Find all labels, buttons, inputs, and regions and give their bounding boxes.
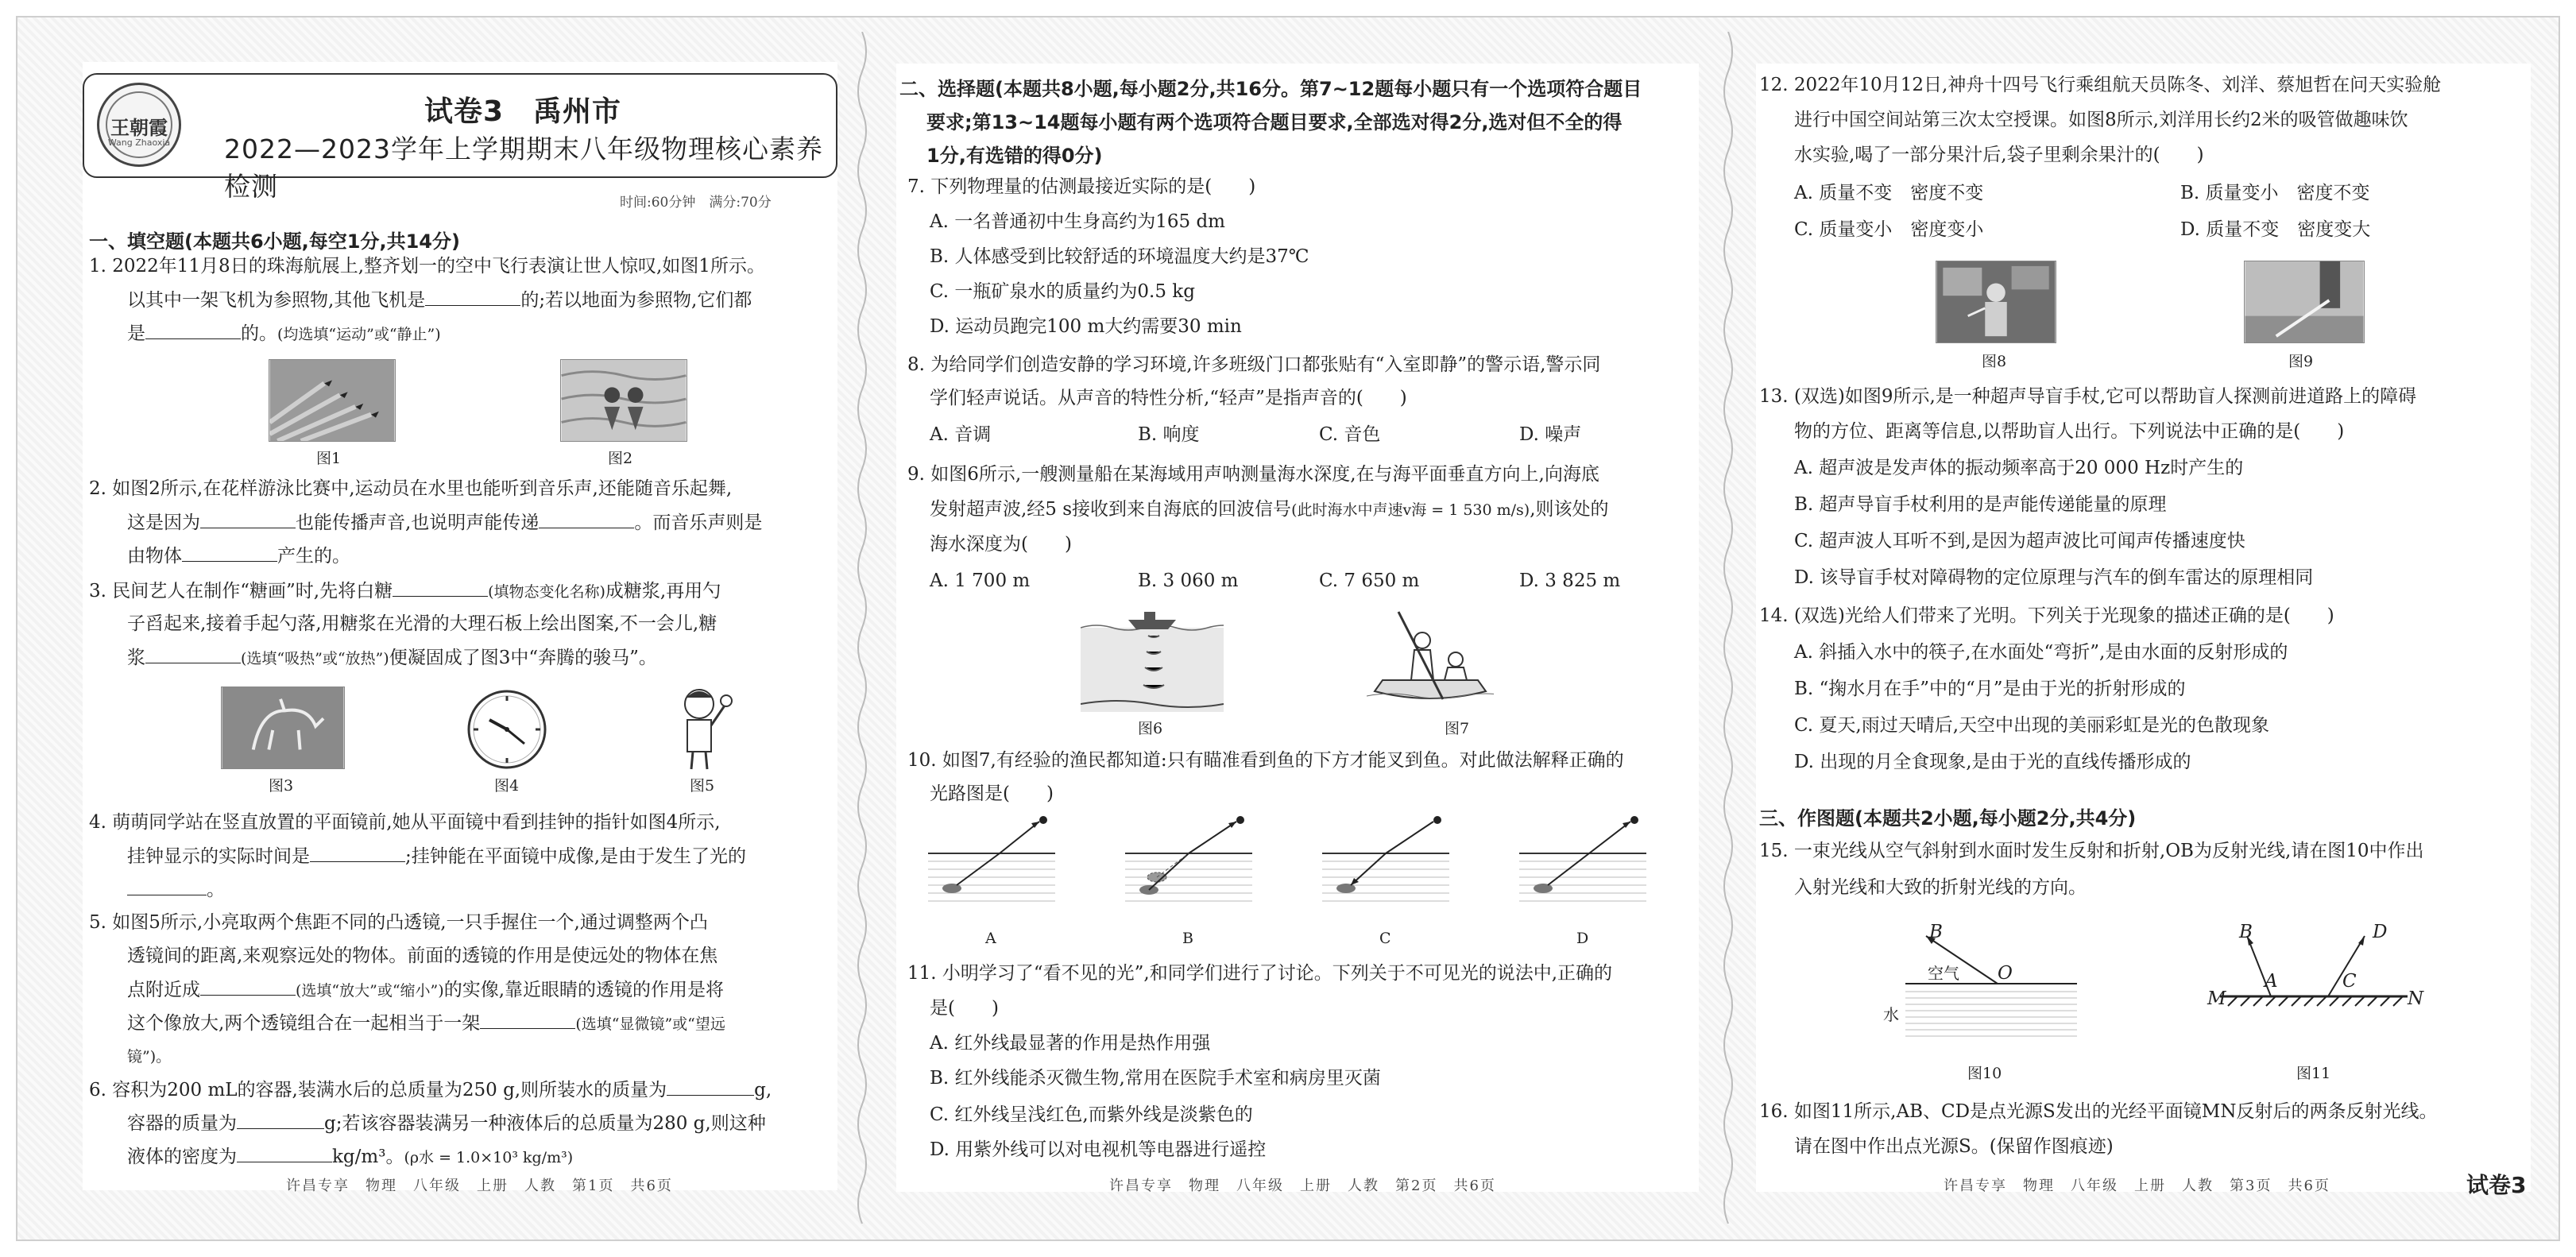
q2-line1: 2. 如图2所示,在花样游泳比赛中,运动员在水里也能听到音乐声,还能随音乐起舞, [89,478,733,499]
fig10-label-air: 空气 [1928,964,1959,983]
q9-line3: 海水深度为( ) [930,534,1072,555]
q11-line2: 是( ) [930,998,999,1019]
q6-line3: 液体的密度为 kg/m³。(ρ水 = 1.0×10³ kg/m³) [127,1144,573,1170]
answer-blank[interactable] [200,977,296,996]
q3-line3: 浆 (选填“吸热”或“放热”)便凝固成了图3中“奔腾的骏马”。 [127,645,657,671]
section-2-heading-line3: 1分,有选错的得0分) [926,145,1103,167]
q8-option-b: B. 响度 [1138,424,1200,445]
q6-line2: 容器的质量为 g;若该容器装满另一种液体后的总质量为280 g,则这种 [127,1111,766,1135]
q2-line3: 由物体 产生的。 [127,543,350,568]
q7-option-b: B. 人体感受到比较舒适的环境温度大约是37℃ [930,246,1309,267]
q7-option-d: D. 运动员跑完100 m大约需要30 min [930,316,1242,337]
q5-line5: 镜”)。 [127,1048,172,1066]
q8-line1: 8. 为给同学们创造安静的学习环境,许多班级门口都张贴有“入室即静”的警示语,警示同 [907,354,1601,375]
section-2-heading-line1: 二、选择题(本题共8小题,每小题2分,共16分。第7~12题每小题只有一个选项符合题目 [899,78,1642,100]
column-divider-2 [1716,32,1740,1224]
q11-option-a: A. 红外线最显著的作用是热作用强 [930,1033,1211,1054]
q10-line2: 光路图是( ) [930,783,1054,804]
q9-option-d: D. 3 825 m [1519,570,1621,591]
q14-option-c: C. 夏天,雨过天晴后,天空中出现的美丽彩虹是光的色散现象 [1794,715,2270,736]
q12-option-a: A. 质量不变 密度不变 [1794,183,1984,203]
q10-line1: 10. 如图7,有经验的渔民都知道:只有瞄准看到鱼的下方才能叉到鱼。对此做法解释正确的 [907,750,1624,771]
fig6-caption: 图6 [1138,720,1163,737]
q5-line2: 透镜间的距离,来观察远处的物体。前面的透镜的作用是使远处的物体在焦 [127,946,718,966]
answer-blank[interactable] [145,645,241,663]
q4-line1: 4. 萌萌同学站在竖直放置的平面镜前,她从平面镜中看到挂钟的指针如图4所示, [89,812,721,833]
q13-option-d: D. 该导盲手杖对障碍物的定位原理与汽车的倒车雷达的原理相同 [1794,567,2314,588]
fig10-caption: 图10 [1967,1065,2002,1082]
q12-option-c: C. 质量变小 密度变小 [1794,219,1984,240]
fig11-label-d: D [2373,922,2388,942]
q8-option-c: C. 音色 [1319,424,1381,445]
fig6-sonar-ship-image [1081,612,1224,712]
q13-line1: 13. (双选)如图9所示,是一种超声导盲手杖,它可以帮助盲人探测前进道路上的障碍 [1759,386,2417,407]
q10-option-label: D [1576,930,1589,947]
q16-line1: 16. 如图11所示,AB、CD是点光源S发出的光经平面镜MN反射后的两条反射光线。 [1759,1101,2438,1122]
title-box [83,73,837,202]
column-divider-1 [850,32,874,1224]
fig3-caption: 图3 [269,777,294,795]
q8-option-d: D. 噪声 [1519,424,1582,445]
paper-number: 试卷3 [2466,1172,2527,1198]
fig4-clock-image [466,688,548,771]
q12-line3: 水实验,喝了一部分果汁后,袋子里剩余果汁的( ) [1794,145,2204,165]
q11-line1: 11. 小明学习了“看不见的光”,和同学们进行了讨论。下列关于不可见光的说法中,正确的 [907,963,1613,984]
q11-option-c: C. 红外线呈浅红色,而紫外线是淡紫色的 [930,1104,1253,1125]
q16-line2: 请在图中作出点光源S。(保留作图痕迹) [1794,1136,2114,1157]
q15-line2: 入射光线和大致的折射光线的方向。 [1794,877,2087,898]
answer-blank[interactable] [393,578,488,597]
fig11-caption: 图11 [2296,1065,2331,1082]
answer-blank[interactable] [237,1111,324,1129]
fig9-guide-cane-image [2244,261,2365,343]
fig10-label-o: O [1998,963,2013,984]
q3-line1: 3. 民间艺人在制作“糖画”时,先将白糖 (填物态变化名称)成糖浆,再用勺 [89,578,721,604]
logo-subtext: Wang Zhaoxia [107,137,171,148]
q6-line1: 6. 容积为200 mL的容器,装满水后的总质量为250 g,则所装水的质量为 g, [89,1077,772,1102]
answer-blank[interactable] [237,1144,332,1162]
q11-option-b: B. 红外线能杀灭微生物,常用在医院手术室和病房里灭菌 [930,1068,1381,1089]
fig3-sugar-horse-image [221,687,345,769]
q10-option-label: A [985,930,996,947]
brand-logo [97,83,181,167]
fig11-label-c: C [2342,971,2357,992]
q5-line1: 5. 如图5所示,小亮取两个焦距不同的凸透镜,一只手握住一个,通过调整两个凸 [89,912,708,933]
fig8-space-lesson-image [1936,261,2056,343]
q10-option-label: B [1182,930,1193,947]
footer-page-1: 许昌专享 物理 八年级 上册 人教 第1页 共6页 [286,1178,673,1194]
q10-diagram-d[interactable] [1519,814,1646,917]
q4-line3: 。 [127,877,225,902]
q10-diagram-a[interactable] [928,814,1055,917]
q3-line2: 子舀起来,接着手起勺落,用糖浆在光滑的大理石板上绘出图案,不一会儿,糖 [127,613,717,634]
q10-diagram-b[interactable] [1125,814,1252,917]
q7-stem: 7. 下列物理量的估测最接近实际的是( ) [907,176,1256,197]
q13-option-c: C. 超声波人耳听不到,是因为超声波比可闻声传播速度快 [1794,531,2245,551]
q5-line4: 这个像放大,两个透镜组合在一起相当于一架 (选填“显微镜”或“望远 [127,1011,725,1036]
q1-line1: 1. 2022年11月8日的珠海航展上,整齐划一的空中飞行表演让世人惊叹,如图1所示。 [89,256,765,277]
fig11-label-n: N [2408,988,2424,1009]
q2-line2: 这是因为 也能传播声音,也说明声能传递 。而音乐声则是 [127,510,762,535]
q12-option-b: B. 质量变小 密度不变 [2180,183,2370,203]
section-2-heading-line2: 要求;第13~14题每小题有两个选项符合题目要求,全部选对得2分,选对但不全的得 [926,111,1623,133]
q9-option-c: C. 7 650 m [1319,570,1420,591]
q13-line2: 物的方位、距离等信息,以帮助盲人出行。下列说法中正确的是( ) [1794,421,2345,442]
fig11-label-b: B [2239,922,2253,942]
q14-option-a: A. 斜插入水中的筷子,在水面处“弯折”,是由水面的反射形成的 [1794,642,2288,663]
fig10-label-water: 水 [1883,1005,1899,1024]
answer-blank[interactable] [310,844,405,862]
answer-blank[interactable] [145,321,241,339]
q9-option-b: B. 3 060 m [1138,570,1239,591]
q7-option-c: C. 一瓶矿泉水的质量约为0.5 kg [930,281,1195,302]
fig5-boy-telescope-image [667,682,739,771]
exam-meta: 时间:60分钟 满分:70分 [620,195,772,211]
q14-option-d: D. 出现的月全食现象,是由于光的直线传播形成的 [1794,752,2191,772]
fig7-caption: 图7 [1445,720,1470,737]
fig7-fisherman-image [1367,604,1494,710]
q4-line2: 挂钟显示的实际时间是 ;挂钟能在平面镜中成像,是由于发生了光的 [127,844,746,868]
q9-line2: 发射超声波,经5 s接收到来自海底的回波信号(此时海水中声速v海 = 1 530 m/s),则该处的 [930,499,1609,520]
footer-page-2: 许昌专享 物理 八年级 上册 人教 第2页 共6页 [1109,1178,1496,1194]
fig10-label-b: B [1929,922,1943,942]
q1-line2: 以其中一架飞机为参照物,其他飞机是 的;若以地面为参照物,它们都 [127,288,752,312]
section-3-heading: 三、作图题(本题共2小题,每小题2分,共4分) [1759,807,2137,830]
section-1-heading: 一、填空题(本题共6小题,每空1分,共14分) [89,230,460,253]
fig1-caption: 图1 [316,450,342,467]
answer-blank[interactable] [480,1011,575,1029]
q12-option-d: D. 质量不变 密度变大 [2180,219,2371,240]
answer-blank[interactable] [200,510,296,528]
q10-diagram-c[interactable] [1322,814,1449,917]
answer-blank[interactable] [182,543,277,562]
q11-option-d: D. 用紫外线可以对电视机等电器进行遥控 [930,1139,1267,1160]
fig2-swimming-image [560,359,687,442]
q13-option-a: A. 超声波是发声体的振动频率高于20 000 Hz时产生的 [1794,458,2244,478]
q10-option-label: C [1379,930,1391,947]
fig9-caption: 图9 [2288,353,2314,370]
q12-line2: 进行中国空间站第三次太空授课。如图8所示,刘洋用长约2米的吸管做趣味饮 [1794,110,2408,130]
answer-blank[interactable] [127,877,207,895]
q9-option-a: A. 1 700 m [930,570,1031,591]
answer-blank[interactable] [425,288,520,306]
fig10-reflection-diagram[interactable] [1878,922,2085,1057]
fig4-caption: 图4 [494,777,520,795]
q8-line2: 学们轻声说话。从声音的特性分析,“轻声”是指声音的( ) [930,388,1407,408]
q13-option-b: B. 超声导盲手杖利用的是声能传递能量的原理 [1794,494,2167,515]
exam-subtitle: 2022—2023学年上学期期末八年级物理核心素养检测 [224,133,823,202]
answer-blank[interactable] [539,510,634,528]
q7-option-a: A. 一名普通初中生身高约为165 dm [930,211,1225,232]
fig11-label-a: A [2265,971,2278,992]
fig5-caption: 图5 [690,777,715,795]
fig1-airshow-image [269,359,396,442]
fig8-caption: 图8 [1982,353,2007,370]
q14-line1: 14. (双选)光给人们带来了光明。下列关于光现象的描述正确的是( ) [1759,605,2334,626]
fig2-caption: 图2 [608,450,633,467]
answer-blank[interactable] [667,1077,754,1096]
q1-line3: 是 的。(均选填“运动”或“静止”) [127,321,441,346]
q12-line1: 12. 2022年10月12日,神舟十四号飞行乘组航天员陈冬、刘洋、蔡旭哲在问天实验舱 [1759,75,2442,95]
q9-line1: 9. 如图6所示,一艘测量船在某海域用声呐测量海水深度,在与海平面垂直方向上,向海底 [907,464,1599,485]
q15-line1: 15. 一束光线从空气斜射到水面时发生反射和折射,OB为反射光线,请在图10中作出 [1759,841,2424,861]
footer-page-3: 许昌专享 物理 八年级 上册 人教 第3页 共6页 [1944,1178,2330,1194]
q14-option-b: B. “掬水月在手”中的“月”是由于光的折射形成的 [1794,679,2186,699]
fig11-label-m: M [2207,988,2226,1009]
logo-text: 王朝霞 [110,116,168,139]
q8-option-a: A. 音调 [930,424,992,445]
exam-title: 试卷3 禹州市 [424,95,622,128]
q5-line3: 点附近成 (选填“放大”或“缩小”)的实像,靠近眼睛的透镜的作用是将 [127,977,724,1003]
